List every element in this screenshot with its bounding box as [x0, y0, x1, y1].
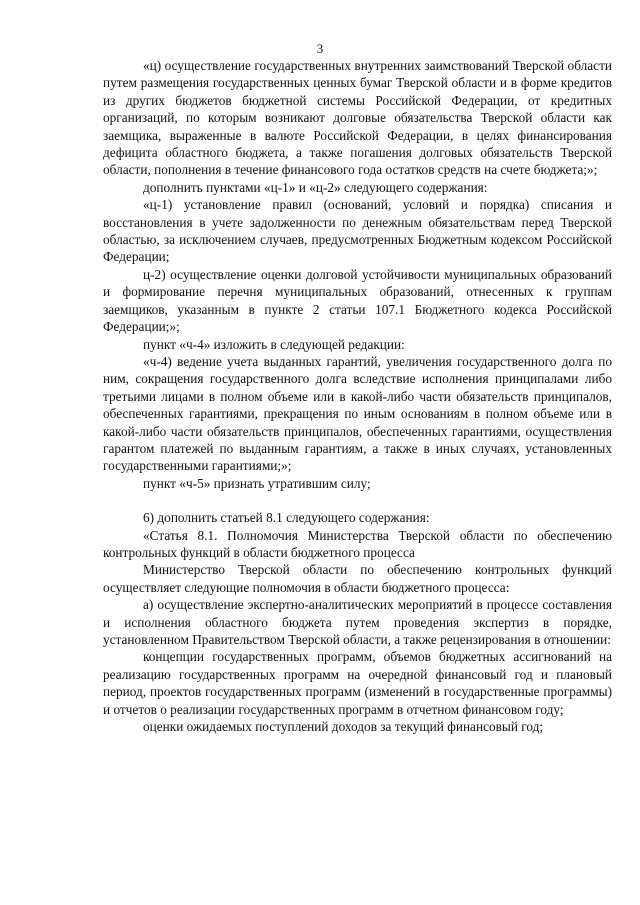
paragraph: оценки ожидаемых поступлений доходов за текущий финансовый год;: [143, 719, 544, 735]
paragraph: «ц) осуществление государственных внутренних заимствований Тверской области путем размещения государственных ценных бумаг Тверской области и в форме кредитов из других бюджетов бюджетной системы Российской Федерации, от кредитных организаций, по которым возникают долговые обязательства Тверской области как заемщика, выраженные в валюте Российской Федерации, в целях финансирования дефицита областного бюджета, а также погашения долговых обязательств Тверской области, пополнения в течение финансового года остатков средств на счете бюджета;»;: [103, 58, 612, 178]
paragraph: «ц-1) установление правил (оснований, условий и порядка) списания и восстановления в учете задолженности по денежным обязательствам перед Тверской областью, за исключением случаев, предусмотренных Бюджетным кодексом Российской Федерации;: [103, 197, 612, 265]
paragraph: дополнить пунктами «ц-1» и «ц-2» следующего содержания:: [143, 179, 488, 195]
paragraph: 6) дополнить статьей 8.1 следующего содержания:: [143, 510, 430, 526]
paragraph: пункт «ч-4» изложить в следующей редакции:: [143, 336, 405, 352]
page-number: 3: [316, 41, 324, 56]
paragraph: а) осуществление экспертно-аналитических мероприятий в процессе составления и исполнения областного бюджета путем проведения экспертиз в порядке, установленном Правительством Тверской области, а также рецензирования в отношении:: [103, 597, 612, 647]
paragraph: ц-2) осуществление оценки долговой устойчивости муниципальных образований и формирование перечня муниципальных образований, отнесенных к группам заемщиков, указанным в пункте 2 статьи 107.1 Бюджетного кодекса Российской Федерации;»;: [103, 266, 612, 335]
paragraph: концепции государственных программ, объемов бюджетных ассигнований на реализацию государственных программ на очередной финансовый год и плановый период, проектов государственных программ (изменений в государственные программы) и отчетов о реализации государственных программ в отчетном финансовом году;: [103, 649, 612, 717]
paragraph: Министерство Тверской области по обеспечению контрольных функций осуществляет следующие полномочия в области бюджетного процесса:: [103, 562, 612, 595]
article-heading: «Статья 8.1. Полномочия Министерства Тверской области по обеспечению контрольных функций в области бюджетного процесса: [103, 527, 612, 560]
paragraph: «ч-4) ведение учета выданных гарантий, увеличения государственного долга по ним, сокращения государственного долга вследствие исполнения принципалами либо третьими лицами в полном объеме или в какой-либо части обязательств принципалов, обеспеченных гарантиями, прекращения по иным основаниям в полном объеме или в какой-либо части обязательств принципалов, обеспеченных гарантиями, осуществления гарантом платежей по выданным гарантиям, а также в иных случаях, установленных государственными гарантиями;»;: [103, 353, 612, 474]
paragraph: пункт «ч-5» признать утратившим силу;: [143, 475, 371, 491]
document-body: [103, 57, 612, 735]
